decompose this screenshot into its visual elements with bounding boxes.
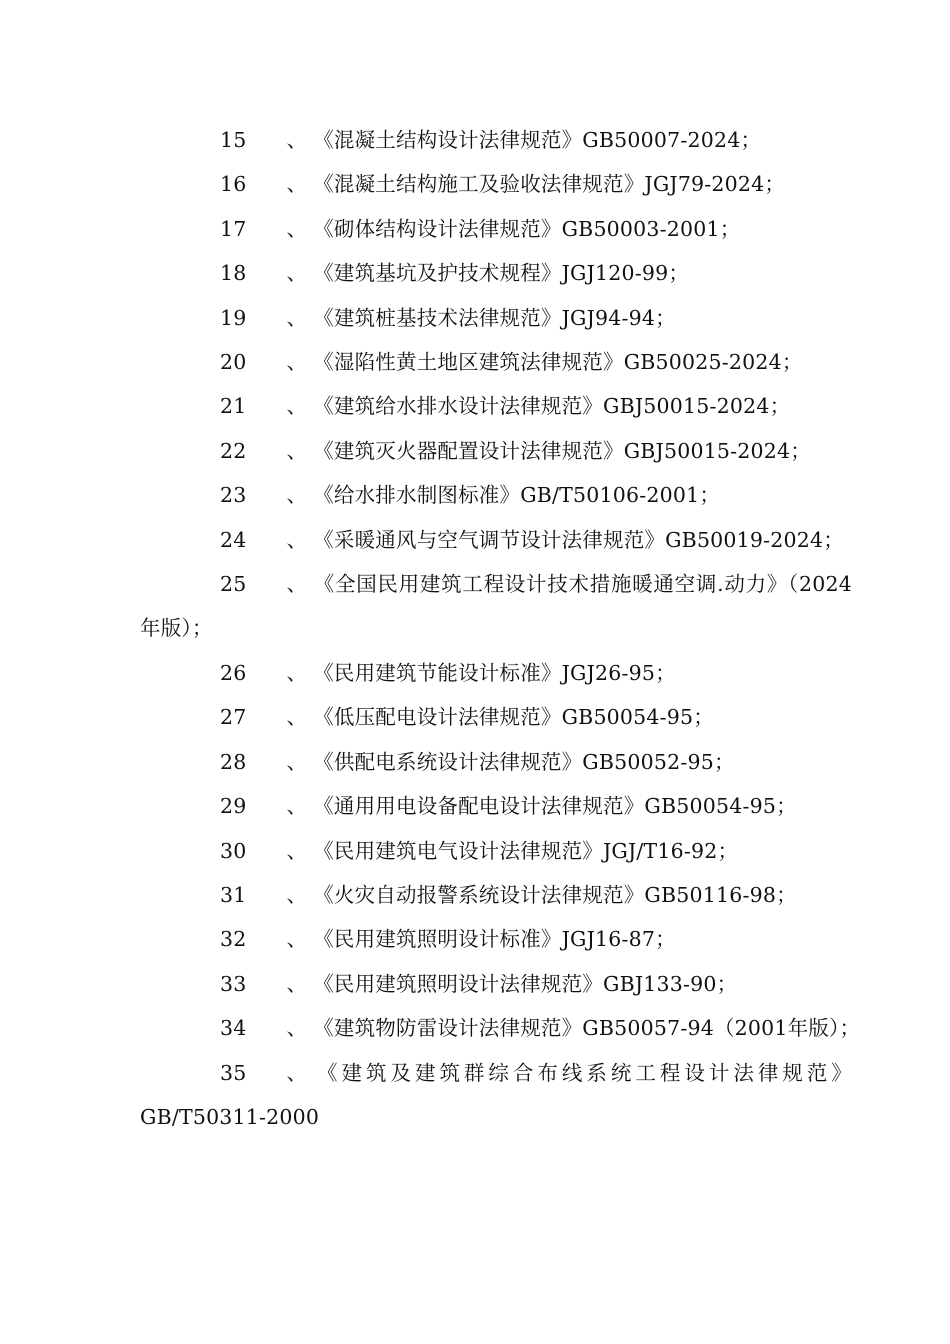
item-text: 《混凝土结构施工及验收法律规范》JGJ79-2024； — [313, 172, 786, 197]
item-number: 35 — [220, 1060, 247, 1085]
list-item — [140, 162, 852, 206]
item-separator: 、 — [286, 749, 308, 774]
list-item — [140, 384, 852, 428]
item-number: 27 — [220, 705, 247, 730]
item-text: 《湿陷性黄土地区建筑法律规范》GB50025-2024； — [313, 350, 803, 375]
item-text: 《火灾自动报警系统设计法律规范》GB50116-98； — [313, 882, 797, 907]
item-separator: 、 — [286, 1016, 308, 1041]
item-separator: 、 — [286, 128, 308, 152]
item-number: 20 — [220, 350, 247, 375]
item-separator: 、 — [286, 305, 308, 330]
item-separator: 、 — [286, 705, 308, 730]
item-number: 30 — [220, 838, 247, 863]
item-text: 《民用建筑节能设计标准》JGJ26-95； — [313, 660, 676, 685]
item-separator: 、 — [286, 572, 308, 597]
item-separator: 、 — [286, 660, 308, 685]
list-item — [140, 296, 852, 340]
item-separator: 、 — [286, 261, 308, 286]
list-item — [140, 251, 852, 295]
list-item — [140, 1006, 861, 1050]
list-item — [140, 740, 852, 784]
item-number: 32 — [220, 927, 247, 952]
item-separator: 、 — [286, 882, 308, 907]
item-number: 23 — [220, 483, 247, 508]
item-separator: 、 — [286, 927, 308, 952]
item-text: 《低压配电设计法律规范》GB50054-95； — [313, 705, 714, 730]
item-text: 《给水排水制图标准》GB/T50106-2001； — [313, 483, 721, 508]
item-text: 《砌体结构设计法律规范》GB50003-2001； — [313, 216, 741, 241]
item-number: 26 — [220, 660, 247, 685]
list-item — [140, 118, 852, 162]
item-number: 15 — [220, 128, 247, 152]
standards-list — [140, 118, 861, 1139]
item-text: 《全国民用建筑工程设计技术措施暖通空调.动力》（2024年版）； — [140, 572, 852, 641]
list-item — [140, 562, 852, 651]
item-number: 21 — [220, 394, 247, 419]
list-item — [140, 873, 852, 917]
item-number: 33 — [220, 971, 247, 996]
item-text: 《供配电系统设计法律规范》GB50052-95； — [313, 749, 735, 774]
item-text: 《建筑灭火器配置设计法律规范》GBJ50015-2024； — [313, 438, 811, 463]
item-text: 《建筑基坑及护技术规程》JGJ120-99； — [313, 261, 690, 286]
item-text: 《建筑及建筑群综合布线系统工程设计法律规范》GB/T50311-2000 — [140, 1060, 852, 1129]
item-separator: 、 — [286, 838, 308, 863]
item-separator: 、 — [286, 438, 308, 463]
item-number: 19 — [220, 305, 247, 330]
item-separator: 、 — [286, 527, 308, 552]
item-text: 《民用建筑电气设计法律规范》JGJ/T16-92； — [313, 838, 739, 863]
list-item — [140, 473, 852, 517]
list-item — [140, 207, 852, 251]
list-item — [140, 829, 852, 873]
item-separator: 、 — [286, 216, 308, 241]
item-text: 《采暖通风与空气调节设计法律规范》GB50019-2024； — [313, 527, 844, 552]
item-separator: 、 — [286, 483, 308, 508]
item-number: 31 — [220, 882, 247, 907]
item-separator: 、 — [286, 172, 308, 197]
list-item — [140, 784, 852, 828]
item-text: 《混凝土结构设计法律规范》GB50007-2024； — [313, 128, 762, 152]
list-item — [140, 429, 852, 473]
item-separator: 、 — [286, 350, 308, 375]
item-number: 34 — [220, 1016, 247, 1041]
list-item — [140, 1051, 852, 1140]
list-item — [140, 651, 852, 695]
item-text: 《通用用电设备配电设计法律规范》GB50054-95； — [313, 794, 797, 819]
item-text: 《民用建筑照明设计标准》JGJ16-87； — [313, 927, 676, 952]
item-text: 《民用建筑照明设计法律规范》GBJ133-90； — [313, 971, 738, 996]
item-separator: 、 — [286, 971, 308, 996]
item-number: 29 — [220, 794, 247, 819]
list-item — [140, 917, 852, 961]
item-number: 18 — [220, 261, 247, 286]
item-number: 16 — [220, 172, 247, 197]
list-item — [140, 340, 852, 384]
item-number: 17 — [220, 216, 247, 241]
item-text: 《建筑物防雷设计法律规范》GB50057-94（2001年版）； — [313, 1016, 861, 1041]
item-text: 《建筑给水排水设计法律规范》GBJ50015-2024； — [313, 394, 791, 419]
list-item — [140, 518, 852, 562]
item-number: 24 — [220, 527, 247, 552]
item-separator: 、 — [286, 394, 308, 419]
item-separator: 、 — [286, 1060, 308, 1085]
item-number: 25 — [220, 572, 247, 597]
item-number: 22 — [220, 438, 247, 463]
list-item — [140, 695, 852, 739]
item-text: 《建筑桩基技术法律规范》JGJ94-94； — [313, 305, 676, 330]
item-number: 28 — [220, 749, 247, 774]
item-separator: 、 — [286, 794, 308, 819]
list-item — [140, 962, 852, 1006]
